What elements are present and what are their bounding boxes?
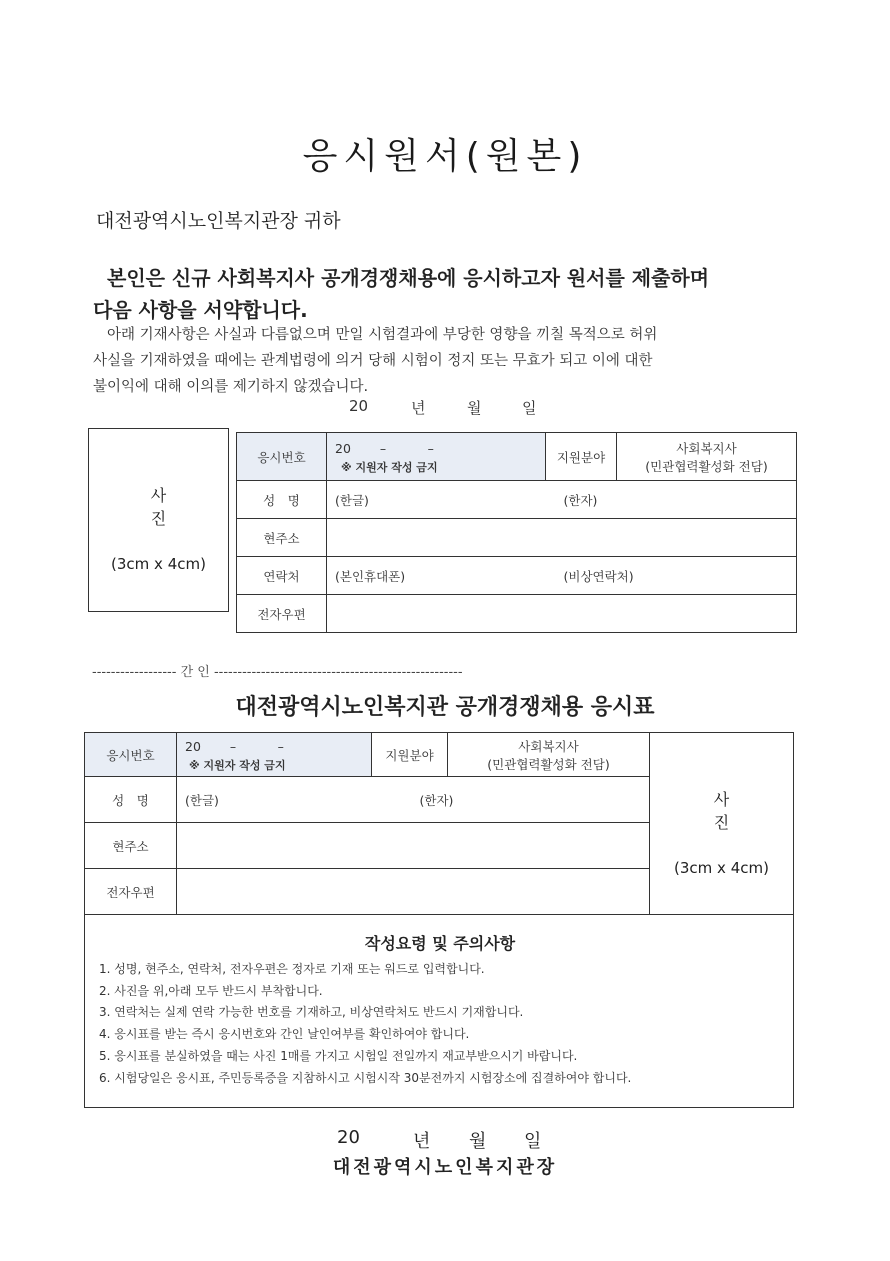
contact-input[interactable]: [327, 557, 797, 595]
ticket-exam-no-label: 응시번호: [85, 733, 177, 777]
ticket-field-value-1: 사회복지사: [518, 738, 579, 754]
address-label: 현주소: [237, 519, 327, 557]
pledge-text: [93, 262, 803, 326]
footer-org: 대전광역시노인복지관장: [332, 1157, 558, 1178]
oath-line: 사실을 기재하였을 때에는 관계법령에 의거 당해 시험이 정지 또는 무효가 되고 이에 대한: [93, 353, 653, 369]
oath-text: [93, 322, 798, 400]
note-item: 3. 연락처는 실제 연락 가능한 번호를 기재하고, 비상연락처도 반드시 기재합니다.: [99, 1005, 524, 1020]
date-month-unit: 월: [467, 399, 482, 417]
ticket-field-value: [448, 733, 650, 777]
ticket-address-input[interactable]: [177, 823, 650, 869]
date-day-unit: 일: [522, 399, 537, 417]
footer-date-month-unit: 월: [469, 1131, 487, 1152]
photo-label: 사 진: [150, 486, 197, 528]
note-item: 1. 성명, 현주소, 연락처, 전자우편은 정자로 기재 또는 워드로 입력합니다.: [99, 962, 485, 976]
addressee: 대전광역시노인복지관장 귀하: [96, 210, 341, 232]
ticket-name-hanja-label: (한자): [419, 792, 454, 808]
footer-date-year: 20: [337, 1127, 360, 1148]
ticket-photo-label: 사 진: [713, 790, 760, 832]
name-hanja-label: (한자): [563, 492, 598, 508]
ticket-name-input[interactable]: [177, 777, 650, 823]
contact-label: 연락처: [237, 557, 327, 595]
ticket-title: 대전광역시노인복지관 공개경쟁채용 응시표: [235, 695, 655, 720]
exam-no-value: 20 – –: [335, 440, 434, 456]
exam-no-note: ※ 지원자 작성 금지: [341, 460, 438, 474]
oath-line: 아래 기재사항은 사실과 다름없으며 만일 시험결과에 부당한 영향을 끼칠 목적으로 허위: [107, 327, 658, 343]
exam-no-label: 응시번호: [237, 433, 327, 481]
date-year: 20: [349, 397, 369, 415]
field-value-1: 사회복지사: [676, 440, 737, 456]
ticket-form: [84, 732, 650, 915]
ticket-exam-no-cell: [177, 733, 372, 777]
note-item: 6. 시험당일은 응시표, 주민등록증을 지참하시고 시험시작 30분전까지 시험장소에 집결하여야 합니다.: [99, 1070, 632, 1085]
ticket-field-value-2: (민관협력활성화 전담): [487, 756, 610, 772]
pledge-line: 다음 사항을 서약합니다.: [93, 298, 308, 322]
ticket-exam-no-note: ※ 지원자 작성 금지: [189, 758, 286, 772]
footer-date-day-unit: 일: [524, 1131, 542, 1152]
contact-mobile-label: (본인휴대폰): [335, 568, 406, 584]
note-item: 5. 응시표를 분실하였을 때는 사진 1매를 가지고 시험일 전일까지 재교부받으시기 바랍니다.: [99, 1048, 578, 1063]
ticket-photo-size: (3cm x 4cm): [674, 859, 769, 877]
photo-box[interactable]: [88, 428, 229, 612]
name-label: 성 명: [237, 481, 327, 519]
address-input[interactable]: [327, 519, 797, 557]
oath-line: 불이익에 대해 이의를 제기하지 않겠습니다.: [93, 379, 369, 395]
note-item: 2. 사진을 위,아래 모두 반드시 부착합니다.: [99, 983, 323, 998]
field-value-2: (민관협력활성화 전담): [645, 458, 768, 474]
ticket-address-label: 현주소: [85, 823, 177, 869]
email-input[interactable]: [327, 595, 797, 633]
notes-list: [99, 959, 631, 1089]
contact-emergency-label: (비상연락처): [563, 568, 634, 584]
ticket-email-input[interactable]: [177, 869, 650, 915]
ticket-email-label: 전자우편: [85, 869, 177, 915]
email-label: 전자우편: [237, 595, 327, 633]
ticket-exam-no-value: 20 – –: [185, 738, 284, 754]
name-hangul-label: (한글): [335, 492, 369, 508]
exam-no-cell: [327, 433, 546, 481]
footer-date-year-unit: 년: [413, 1131, 431, 1152]
pledge-line: 본인은 신규 사회복지사 공개경쟁채용에 응시하고자 원서를 제출하며: [107, 266, 710, 290]
field-label: 지원분야: [546, 433, 617, 481]
application-form: [236, 432, 797, 633]
name-input[interactable]: [327, 481, 797, 519]
ticket-name-label: 성 명: [85, 777, 177, 823]
notes-title: 작성요령 및 주의사항: [364, 934, 516, 953]
date-year-unit: 년: [411, 399, 426, 417]
photo-size: (3cm x 4cm): [111, 555, 206, 573]
page-title: 응시원서(원본): [302, 136, 588, 177]
note-item: 4. 응시표를 받는 즉시 응시번호와 간인 날인여부를 확인하여야 합니다.: [99, 1027, 470, 1042]
field-value: [617, 433, 797, 481]
notes-box: [84, 914, 794, 1108]
ticket-photo-box[interactable]: [649, 732, 794, 915]
ticket-field-label: 지원분야: [372, 733, 448, 777]
cut-line: ------------------ 간 인 -----------------------------------------------------: [92, 665, 463, 680]
ticket-name-hangul-label: (한글): [185, 792, 219, 808]
